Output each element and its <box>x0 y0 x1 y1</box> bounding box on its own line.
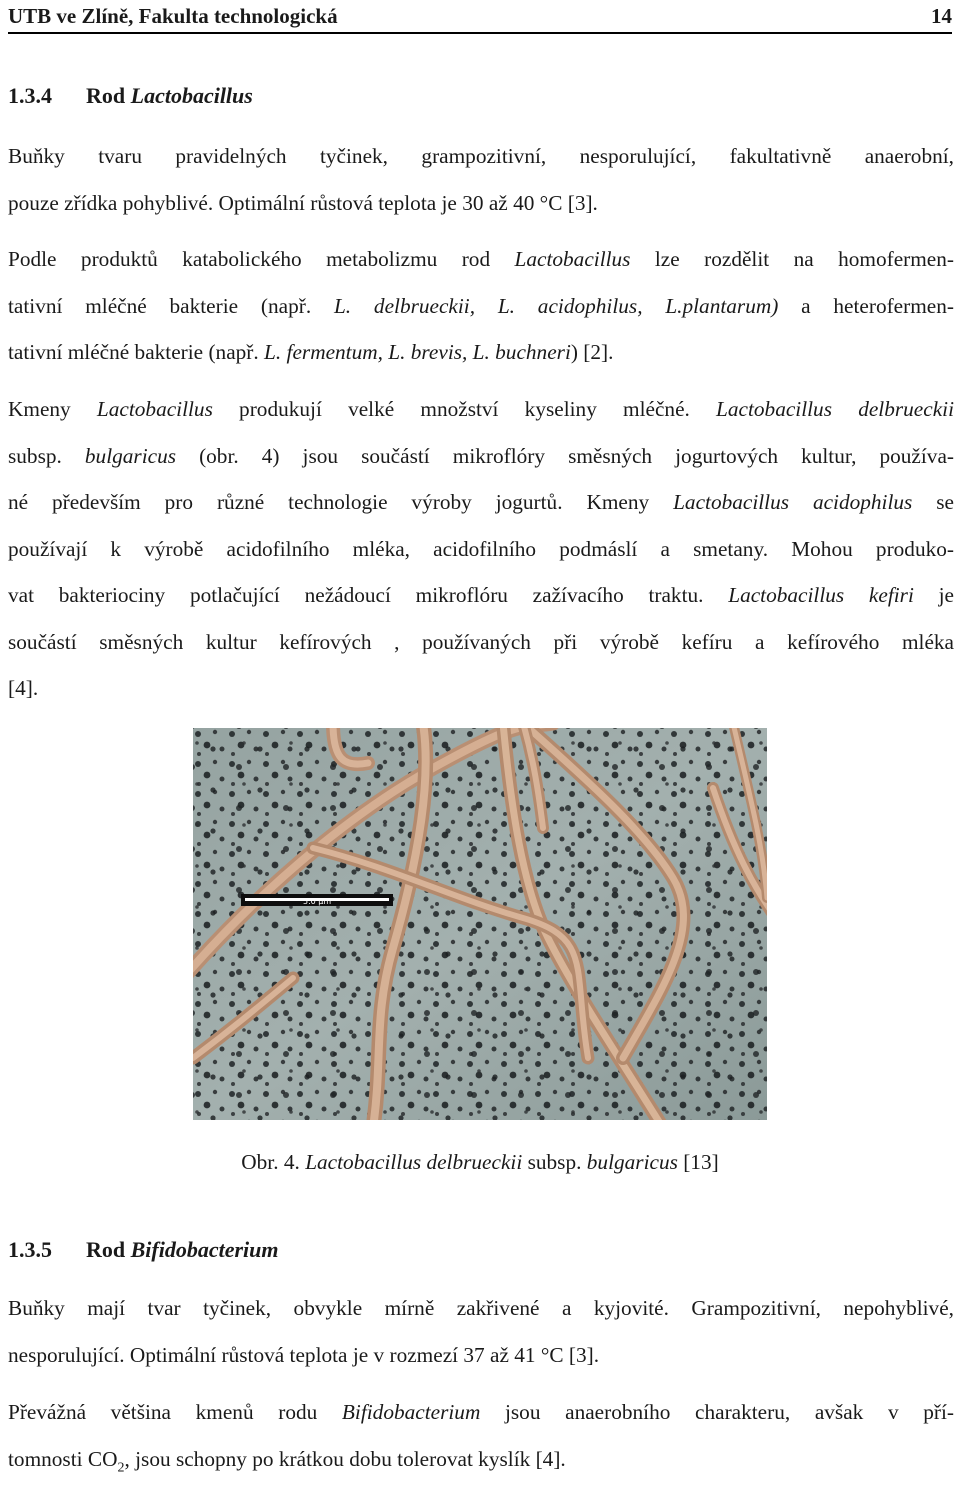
caption-prefix: Obr. 4. <box>241 1150 300 1174</box>
micrograph-svg <box>193 728 767 1120</box>
header-title: UTB ve Zlíně, Fakulta technologická <box>8 4 338 28</box>
section-number: 1.3.5 <box>8 1237 52 1262</box>
caption-subspecies: bulgaricus <box>586 1150 678 1174</box>
page-header <box>8 0 952 34</box>
paragraph-lactobacillus-cells: Buňky tvaru pravidelných tyčinek, grampozitivní, nesporulující, fakultativně anaerobní, pouze zřídka pohyblivé. Optimální růstová teplota je 30 až 40 °C [3]. <box>8 144 954 215</box>
section-title-prefix: Rod <box>86 1237 126 1262</box>
caption-reference: [13] <box>683 1150 719 1174</box>
scale-bar <box>241 894 393 906</box>
page-number: 14 <box>931 4 952 28</box>
paragraph-bifidobacterium-cells: Buňky mají tvar tyčinek, obvykle mírně zakřivené a kyjovité. Grampozitivní, nepohyblivé, nesporulující. Optimální růstová teplota je v rozmezí 37 až 41 °C [3]. <box>8 1296 954 1367</box>
paragraph-lactobacillus-metabolism: Podle produktů katabolického metabolizmu rod Lactobacillus lze rozdělit na homofermen- tativní mléčné bakterie (např. L. delbrueckii, L. acidophilus, L.plantarum) a heterofermen- tativní mléčné bakterie (např. L. fermentum, L. brevis, L. buchneri) [2]. <box>8 247 955 364</box>
section-number: 1.3.4 <box>8 83 52 108</box>
paragraph-bifidobacterium-anaerobic: Převážná většina kmenů rodu Bifidobacterium jsou anaerobního charakteru, avšak v pří- tomnosti $CO_2$, jsou schopny po krátkou dobu tolerovat kyslík [4]. <box>8 1400 954 1475</box>
caption-subsp: subsp. <box>527 1150 582 1174</box>
figure-caption <box>0 1150 960 1175</box>
section-title-prefix: Rod <box>86 83 126 108</box>
micrograph-image <box>193 728 767 1120</box>
section-heading-lactobacillus <box>8 83 253 109</box>
paragraph-lactobacillus-strains: Kmeny Lactobacillus produkují velké množství kyseliny mléčné. Lactobacillus delbrueckii subsp. bulgaricus (obr. 4) jsou součástí mikroflóry směsných jogurtových kultur, používa- né především pro různé technologie výroby jogurtů. Kmeny Lactobacillus acidophilus se používají k výrobě acidofilního mléka, acidofilního podmáslí a smetany. Mohou produko- vat bakteriociny potlačující nežádoucí mikroflóru zažívacího traktu. Lactobacillus kefiri je součástí směsných kultur kefírových , používaných při výrobě kefíru a kefírového mléka [4]. <box>8 397 954 700</box>
section-title-genus: Lactobacillus <box>130 83 253 108</box>
scale-bar-label: 5.0 µm <box>303 897 332 906</box>
caption-species: Lactobacillus delbrueckii <box>305 1150 523 1174</box>
section-title-genus: Bifidobacterium <box>130 1237 279 1262</box>
section-heading-bifidobacterium <box>8 1237 279 1263</box>
